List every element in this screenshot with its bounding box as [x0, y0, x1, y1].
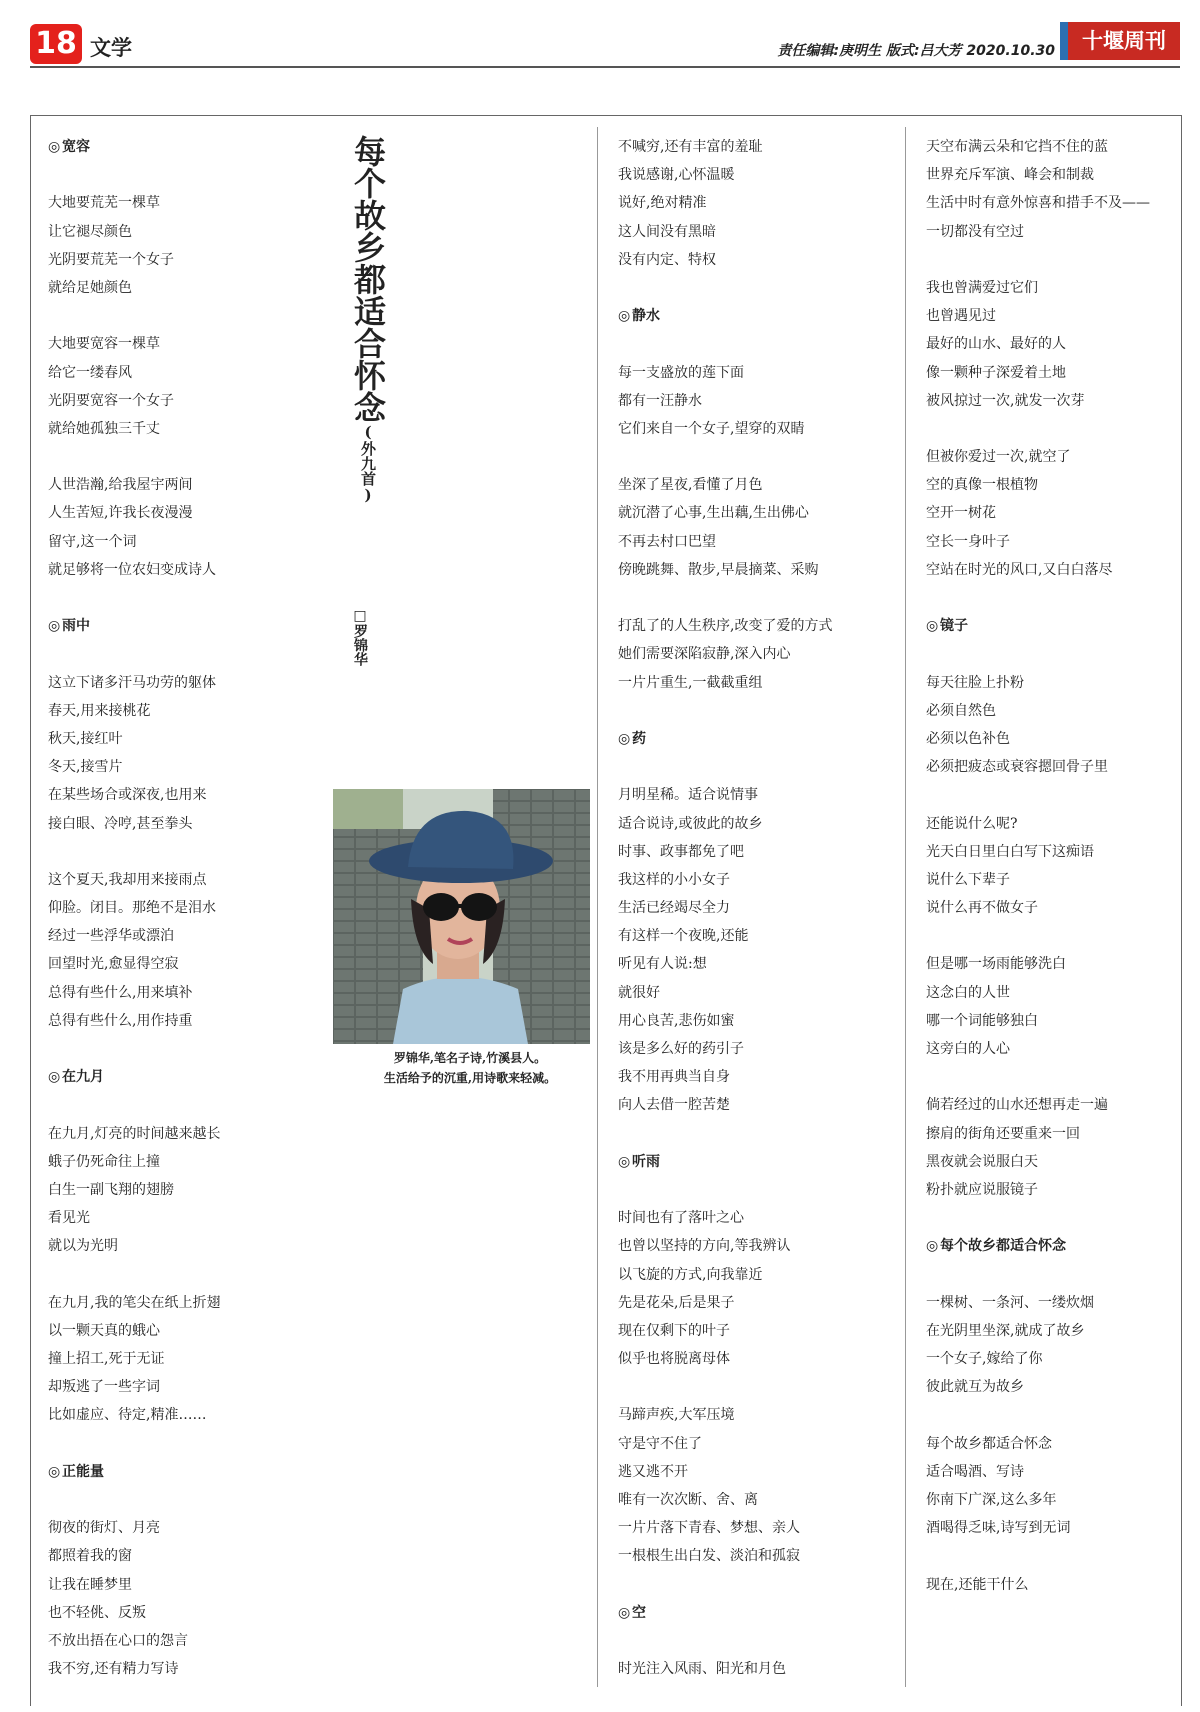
- poem-line: 在九月,灯亮的时间越来越长: [48, 1125, 221, 1142]
- poem-line: 在九月,我的笔尖在纸上折翅: [48, 1294, 221, 1311]
- stanza: [926, 443, 1176, 584]
- poem-line: 彼此就互为故乡: [926, 1379, 1024, 1396]
- poem-line: 黑夜就会说服白天: [926, 1153, 1038, 1170]
- poem-line: 秋天,接红叶: [48, 730, 123, 747]
- poem-line: 以一颗天真的蛾心: [48, 1322, 160, 1339]
- poem-title-text: 每个故乡都适合怀念: [940, 1238, 1066, 1255]
- poem-line: 这人间没有黑暗: [618, 223, 716, 240]
- poem-title: [618, 725, 903, 753]
- stanza: [926, 1571, 1176, 1599]
- stanza: [618, 359, 903, 444]
- poem-title-text: 镜子: [940, 618, 968, 635]
- poem-line: 哪一个词能够独白: [926, 1012, 1038, 1029]
- column-divider: [597, 127, 598, 1687]
- poem-line: 就足够将一位农妇变成诗人: [48, 561, 216, 578]
- title-mark-icon: ◎: [48, 1069, 61, 1086]
- poem-line: 我不用再典当自身: [618, 1069, 730, 1086]
- stanza: [618, 781, 903, 1119]
- poem-line: 每一支盛放的莲下面: [618, 364, 744, 381]
- poem-line: 时光注入风雨、阳光和月色: [618, 1661, 786, 1678]
- poem-line: 蛾子仍死命往上撞: [48, 1153, 160, 1170]
- poem-line: 被风掠过一次,就发一次芽: [926, 392, 1085, 409]
- poem-line: 每天往脸上扑粉: [926, 674, 1024, 691]
- masthead-logo: 十堰周刊: [1060, 22, 1180, 60]
- title-mark-icon: ◎: [48, 618, 61, 635]
- poem-line: 现在仅剩下的叶子: [618, 1322, 730, 1339]
- poem-line: 空的真像一根植物: [926, 477, 1038, 494]
- poem: [926, 133, 1176, 584]
- stanza: [926, 669, 1176, 782]
- title-mark-icon: ◎: [618, 308, 631, 325]
- poem-line: 给它一缕春风: [48, 364, 132, 381]
- poem-line: 打乱了的人生秩序,改变了爱的方式: [618, 618, 833, 635]
- poem: [926, 612, 1176, 1204]
- poem-line: 倘若经过的山水还想再走一遍: [926, 1097, 1108, 1114]
- poem: [618, 725, 903, 1120]
- poem-title: [48, 612, 338, 640]
- poem-line: 我说感谢,心怀温暖: [618, 167, 735, 184]
- poem-line: 守是守不住了: [618, 1435, 702, 1452]
- poem: [48, 1458, 338, 1684]
- poem-line: 这念白的人世: [926, 984, 1010, 1001]
- title-mark-icon: ◎: [618, 1153, 631, 1170]
- stanza: [926, 1430, 1176, 1543]
- poem-line: 一片片落下青春、梦想、亲人: [618, 1520, 800, 1537]
- poem-title-text: 空: [632, 1604, 646, 1621]
- poem-line: 但被你爱过一次,就空了: [926, 449, 1071, 466]
- poem-line: 一切都没有空过: [926, 223, 1024, 240]
- stanza: [618, 133, 903, 274]
- poem-line: 仰脸。闭目。那绝不是泪水: [48, 900, 216, 917]
- caption-line: 生活给予的沉重,用诗歌来轻减。: [383, 1071, 557, 1085]
- poem-line: 人世浩瀚,给我屋宇两间: [48, 477, 193, 494]
- poem-line: 说什么再不做女子: [926, 900, 1038, 917]
- poem-line: 必须把疲态或衰容摁回骨子里: [926, 759, 1108, 776]
- poem-line: 这个夏天,我却用来接雨点: [48, 871, 207, 888]
- poem: [618, 302, 903, 697]
- poem-line: 就给足她颜色: [48, 279, 132, 296]
- poem-line: 这立下诸多汗马功劳的躯体: [48, 674, 216, 691]
- poem-line: 总得有些什么,用作持重: [48, 1012, 193, 1029]
- poem-line: 光天白日里白白写下这痴语: [926, 843, 1094, 860]
- poem-line: 撞上招工,死于无证: [48, 1351, 165, 1368]
- poem-line: 彻夜的街灯、月亮: [48, 1520, 160, 1537]
- poem-line: 大地要宽容一棵草: [48, 336, 160, 353]
- poem-line: 空站在时光的风口,又白白落尽: [926, 561, 1113, 578]
- poem: [48, 612, 338, 1035]
- title-mark-icon: ◎: [48, 139, 61, 155]
- poem-line: 在某些场合或深夜,也用来: [48, 787, 207, 804]
- poem-line: 时间也有了落叶之心: [618, 1210, 744, 1227]
- poem-line: 适合说诗,或彼此的故乡: [618, 815, 763, 832]
- stanza: [926, 133, 1176, 246]
- poem-line: 用心良苦,悲伤如蜜: [618, 1012, 735, 1029]
- stanza: [926, 1289, 1176, 1402]
- poem-line: 在光阴里坐深,就成了故乡: [926, 1322, 1085, 1339]
- stanza: [926, 1091, 1176, 1204]
- author-byline: □罗锦华: [352, 608, 368, 666]
- poem-line: 唯有一次次断、舍、离: [618, 1492, 758, 1508]
- poem-title: [618, 1599, 903, 1627]
- poem-line: 天空布满云朵和它挡不住的蓝: [926, 139, 1108, 155]
- poem: [618, 1599, 903, 1684]
- poem-line: 以飞旋的方式,向我靠近: [618, 1266, 763, 1283]
- poem-line: 最好的山水、最好的人: [926, 336, 1066, 353]
- column-divider: [905, 127, 906, 1687]
- stanza: [618, 612, 903, 697]
- poem-line: 月明星稀。适合说情事: [618, 787, 758, 804]
- poem-line: 都有一汪静水: [618, 392, 702, 409]
- poem-line: 她们需要深陷寂静,深入内心: [618, 646, 791, 663]
- poem-line: 冬天,接雪片: [48, 759, 123, 776]
- poem-line: 光阴要荒芜一个女子: [48, 251, 174, 268]
- poem-line: 一个女子,嫁给了你: [926, 1351, 1043, 1368]
- poem-line: 就以为光明: [48, 1238, 118, 1255]
- poem-line: 似乎也将脱离母体: [618, 1351, 730, 1368]
- stanza: [618, 471, 903, 584]
- poem-line: 先是花朵,后是果子: [618, 1294, 735, 1311]
- poem-line: 就很好: [618, 984, 660, 1001]
- poem-line: 说什么下辈子: [926, 871, 1010, 888]
- poem-line: 让它褪尽颜色: [48, 223, 132, 240]
- caption-line: 罗锦华,笔名子诗,竹溪县人。: [393, 1051, 547, 1065]
- poem-line: 也曾以坚持的方向,等我辨认: [618, 1238, 791, 1255]
- poem-line: 没有内定、特权: [618, 251, 716, 268]
- title-mark-icon: ◎: [618, 1604, 631, 1621]
- poem-line: 留守,这一个词: [48, 533, 137, 550]
- stanza: [926, 950, 1176, 1063]
- article-title: [346, 135, 386, 504]
- photo-caption: [340, 1048, 600, 1088]
- poem-line: 一棵树、一条河、一缕炊烟: [926, 1294, 1094, 1311]
- poem-line: 听见有人说:想: [618, 956, 707, 973]
- poem-line: 粉扑就应说服镜子: [926, 1181, 1038, 1198]
- poem-line: 擦肩的街角还要重来一回: [926, 1125, 1080, 1142]
- page-header: [30, 20, 1180, 68]
- poem-line: 必须自然色: [926, 702, 996, 719]
- poem-line: 回望时光,愈显得空寂: [48, 956, 179, 973]
- poem-line: 不再去村口巴望: [618, 533, 716, 550]
- poem-line: 该是多么好的药引子: [618, 1041, 744, 1057]
- poem-line: 向人去借一腔苦楚: [618, 1097, 730, 1114]
- poem-line: 看见光: [48, 1210, 90, 1227]
- stanza: [926, 274, 1176, 415]
- author-photo: [333, 789, 590, 1044]
- poem: [618, 133, 903, 274]
- poem-line: 经过一些浮华或漂泊: [48, 928, 174, 945]
- poem-line: 总得有些什么,用来填补: [48, 984, 193, 1001]
- poem-line: 空长一身叶子: [926, 533, 1010, 550]
- poem: [48, 133, 338, 584]
- poem-line: 有这样一个夜晚,还能: [618, 928, 749, 945]
- poem-line: 还能说什么呢?: [926, 815, 1018, 832]
- poem-title: [48, 133, 338, 161]
- poem-line: 都照着我的窗: [48, 1548, 132, 1565]
- poem-line: 大地要荒芜一棵草: [48, 195, 160, 212]
- title-mark-icon: ◎: [926, 1238, 939, 1255]
- stanza: [926, 810, 1176, 923]
- stanza: [48, 1289, 338, 1430]
- stanza: [48, 471, 338, 584]
- poem-line: 空开一树花: [926, 505, 996, 522]
- poem-title-text: 听雨: [632, 1153, 660, 1170]
- stanza: [48, 866, 338, 1035]
- poem-column-right: [926, 133, 1176, 1627]
- title-mark-icon: ◎: [48, 1463, 61, 1480]
- poem-line: 生活已经竭尽全力: [618, 900, 730, 917]
- stanza: [48, 1120, 338, 1261]
- poem-line: 它们来自一个女子,望穿的双睛: [618, 420, 805, 437]
- poem-title-text: 静水: [632, 308, 660, 325]
- stanza: [618, 1401, 903, 1570]
- poem-title: [48, 1063, 338, 1091]
- stanza: [618, 1204, 903, 1373]
- poem-line: 不喊穷,还有丰富的羞耻: [618, 139, 763, 155]
- poem-line: 一片片重生,一截截重组: [618, 674, 763, 691]
- poem: [618, 1148, 903, 1571]
- poem: [926, 1232, 1176, 1598]
- poem-line: 时事、政事都免了吧: [618, 843, 744, 860]
- editor-credits: 责任编辑:庚明生 版式:吕大芳 2020.10.30: [777, 43, 1055, 59]
- poem-title: [618, 302, 903, 330]
- poem-line: 生活中时有意外惊喜和措手不及——: [926, 195, 1150, 212]
- poem-column-left: [48, 133, 338, 1712]
- poem-column-middle: [618, 133, 903, 1712]
- poem-line: 春天,用来接桃花: [48, 702, 151, 719]
- title-mark-icon: ◎: [926, 618, 939, 635]
- page-number: 18: [30, 24, 82, 64]
- poem-title-text: 药: [632, 730, 646, 747]
- poem-line: 这旁白的人心: [926, 1041, 1010, 1057]
- poem-title: [926, 1232, 1176, 1260]
- poem-line: 但是哪一场雨能够洗白: [926, 956, 1066, 973]
- poem-line: 白生一副飞翔的翅膀: [48, 1181, 174, 1198]
- poem-line: 就给她孤独三千丈: [48, 420, 160, 437]
- poem-title-text: 雨中: [62, 618, 90, 635]
- article-title-sub: (外九首): [359, 423, 377, 504]
- poem-line: 每个故乡都适合怀念: [926, 1435, 1052, 1452]
- poem-title-text: 宽容: [62, 139, 90, 155]
- poem-title: [618, 1148, 903, 1176]
- poem-line: 我不穷,还有精力写诗: [48, 1661, 179, 1678]
- poem-line: 就沉潜了心事,生出藕,生出佛心: [618, 505, 809, 522]
- poem-line: 现在,还能干什么: [926, 1576, 1029, 1593]
- poem-line: 也曾遇见过: [926, 308, 996, 325]
- poem-line: 让我在睡梦里: [48, 1576, 132, 1593]
- poem-line: 比如虚应、待定,精准……: [48, 1407, 207, 1424]
- stanza: [48, 189, 338, 302]
- poem-line: 必须以色补色: [926, 730, 1010, 747]
- stanza: [48, 330, 338, 443]
- poem-line: 接白眼、冷哼,甚至拳头: [48, 815, 193, 832]
- stanza: [618, 1655, 903, 1683]
- poem-line: 我也曾满爱过它们: [926, 279, 1038, 296]
- poem: [48, 1063, 338, 1429]
- poem-line: 你南下广深,这么多年: [926, 1492, 1057, 1508]
- poem-line: 说好,绝对精准: [618, 195, 707, 212]
- poem-line: 世界充斥军演、峰会和制裁: [926, 167, 1094, 184]
- poem-line: 人生苦短,许我长夜漫漫: [48, 505, 193, 522]
- poem-line: 逃又逃不开: [618, 1463, 688, 1480]
- poem-line: 一根根生出白发、淡泊和孤寂: [618, 1548, 800, 1565]
- poem-line: 坐深了星夜,看懂了月色: [618, 477, 763, 494]
- poem-title-text: 在九月: [62, 1069, 104, 1086]
- poem-line: 傍晚跳舞、散步,早晨摘菜、采购: [618, 561, 819, 578]
- section-name: 文学: [90, 36, 132, 60]
- poem-title: [926, 612, 1176, 640]
- poem-line: 却叛逃了一些字词: [48, 1379, 160, 1396]
- article-title-main: 每个故乡都适合怀念: [349, 135, 387, 423]
- poem-line: 酒喝得乏味,诗写到无词: [926, 1520, 1071, 1537]
- poem-line: 不放出捂在心口的怨言: [48, 1632, 188, 1649]
- poem-line: 像一颗种子深爱着土地: [926, 364, 1066, 381]
- poem-line: 也不轻佻、反叛: [48, 1604, 146, 1621]
- poem-title: [48, 1458, 338, 1486]
- poem-line: 适合喝酒、写诗: [926, 1463, 1024, 1480]
- poem-line: 我这样的小小女子: [618, 871, 730, 888]
- stanza: [48, 1514, 338, 1683]
- title-mark-icon: ◎: [618, 730, 631, 747]
- poem-title-text: 正能量: [62, 1463, 104, 1480]
- poem-line: 马蹄声疾,大军压境: [618, 1407, 735, 1424]
- stanza: [48, 669, 338, 838]
- poem-line: 光阴要宽容一个女子: [48, 392, 174, 409]
